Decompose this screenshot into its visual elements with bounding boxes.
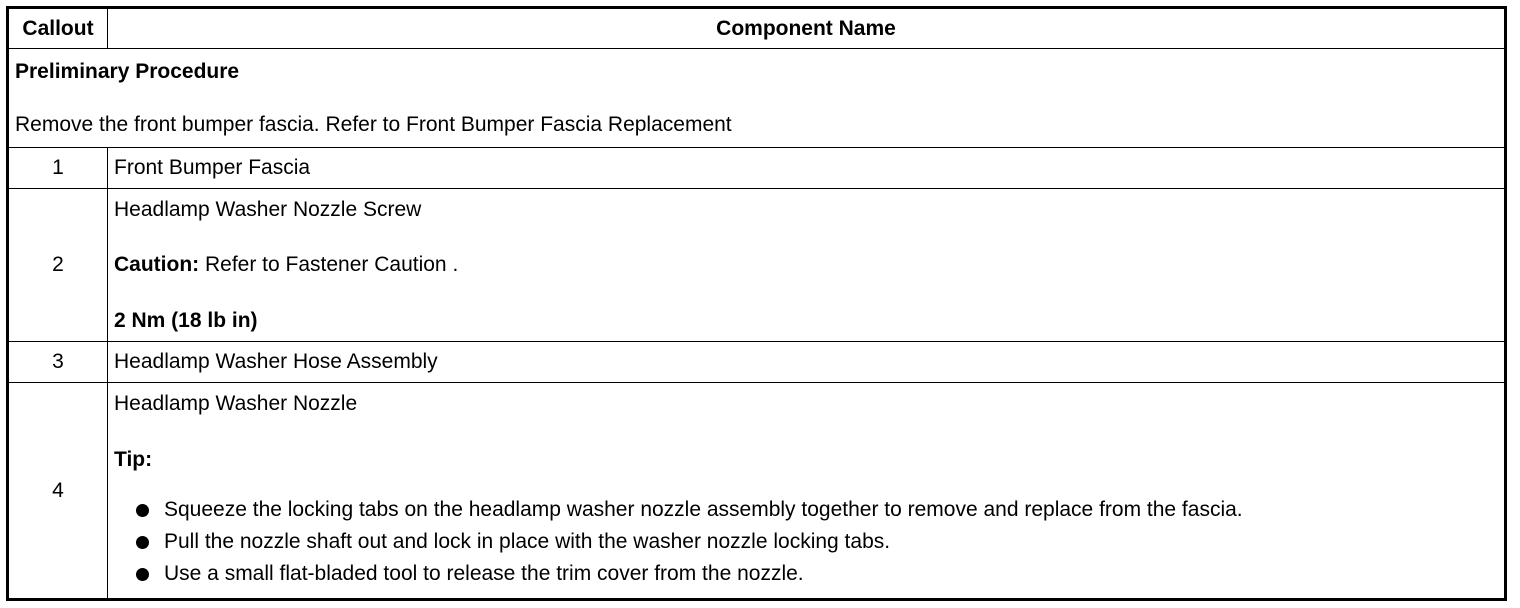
list-item — [134, 494, 1498, 526]
caution-label: Caution: — [114, 253, 200, 277]
table-row — [8, 148, 1506, 189]
list-item — [134, 558, 1498, 590]
preliminary-cell — [8, 49, 1506, 148]
callout-header: Callout — [8, 8, 108, 49]
torque-spec: 2 Nm (18 lb in) — [114, 308, 258, 332]
bullet-icon — [136, 504, 149, 517]
callout-number: 1 — [8, 148, 108, 189]
header-row — [8, 8, 1506, 49]
tip-text: Pull the nozzle shaft out and lock in place with the washer nozzle locking tabs. — [164, 529, 891, 553]
component-table — [6, 6, 1507, 601]
table-row — [8, 342, 1506, 383]
callout-number: 3 — [8, 342, 108, 383]
preliminary-title: Preliminary Procedure — [15, 59, 240, 83]
bullet-icon — [136, 536, 149, 549]
table-row — [8, 189, 1506, 342]
tip-list — [114, 494, 1498, 590]
callout-number: 4 — [8, 383, 108, 600]
tip-label: Tip: — [114, 447, 153, 471]
tip-text: Use a small flat-bladed tool to release the trim cover from the nozzle. — [164, 561, 804, 585]
component-name: Front Bumper Fascia — [108, 148, 1506, 189]
component-cell — [108, 189, 1506, 342]
preliminary-text: Remove the front bumper fascia. Refer to Front Bumper Fascia Replacement — [15, 113, 732, 136]
callout-number: 2 — [8, 189, 108, 342]
caution-note — [114, 252, 1498, 277]
component-name: Headlamp Washer Nozzle Screw — [114, 198, 422, 222]
caution-text: Refer to Fastener Caution . — [199, 253, 459, 277]
bullet-icon — [136, 568, 149, 581]
table-row — [8, 383, 1506, 600]
component-name-header: Component Name — [108, 8, 1506, 49]
component-name: Headlamp Washer Nozzle — [114, 392, 358, 416]
component-name: Headlamp Washer Hose Assembly — [108, 342, 1506, 383]
tip-text: Squeeze the locking tabs on the headlamp washer nozzle assembly together to remove and replace from the fascia. — [164, 497, 1243, 521]
list-item — [134, 526, 1498, 558]
preliminary-row — [8, 49, 1506, 148]
component-cell — [108, 383, 1506, 600]
